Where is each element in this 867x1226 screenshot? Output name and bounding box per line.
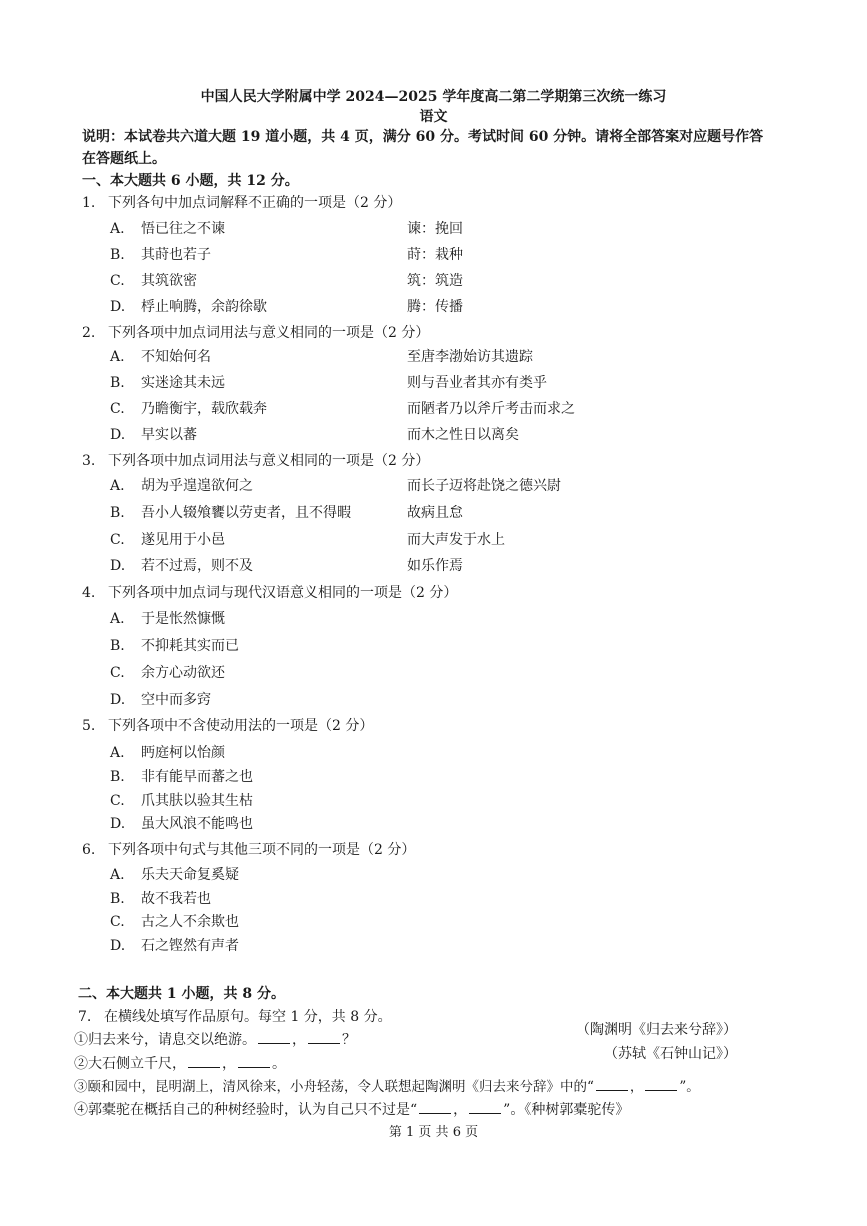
option-text: 故不我若也 (141, 891, 211, 907)
question-number: 5. (82, 718, 96, 734)
exam-title: 中国人民大学附属中学 2024—2025 学年度高二第二学期第三次统一练习 (200, 89, 667, 105)
option-text: 古之人不余欺也 (141, 914, 239, 930)
answer-blank[interactable] (419, 1101, 451, 1114)
option-label: C. (110, 665, 125, 681)
answer-blank[interactable] (238, 1055, 270, 1068)
option-note: 而陋者乃以斧斤考击而求之 (407, 401, 575, 417)
option-label: C. (110, 273, 125, 289)
fill-blank-text: ④郭橐驼在概括自己的种树经验时，认为自己只不过是“ (74, 1102, 418, 1118)
question-number: 1. (82, 195, 96, 211)
question-stem: 下列各句中加点词解释不正确的一项是（2 分） (108, 195, 402, 211)
fill-blank-line (74, 1055, 286, 1073)
option-note: 而木之性日以离矣 (407, 427, 519, 443)
answer-blank[interactable] (596, 1078, 628, 1091)
option-label: C. (110, 532, 125, 548)
option-text: 乃瞻衡宇，载欣载奔 (141, 401, 267, 417)
option-note: 而长子迈将赴饶之德兴尉 (407, 478, 561, 494)
option-label: C. (110, 914, 125, 930)
item-source: （苏轼《石钟山记》） (604, 1046, 737, 1062)
option-note: 故病且怠 (407, 505, 463, 521)
section1-heading: 一、本大题共 6 小题，共 12 分。 (82, 173, 299, 189)
blank-end: ”。 (679, 1079, 700, 1095)
blank-end: ？ (342, 1032, 356, 1048)
instruction-line-1: 说明：本试卷共六道大题 19 道小题，共 4 页，满分 60 分。考试时间 60 分钟。请将全部答案对应题号作答 (82, 129, 764, 145)
option-note: 筑：筑造 (407, 273, 463, 289)
question-stem: 在横线处填写作品原句。每空 1 分，共 8 分。 (104, 1009, 392, 1025)
option-label: B. (110, 505, 125, 521)
option-label: D. (110, 938, 126, 954)
question-number: 4. (82, 585, 96, 601)
option-note: 如乐作焉 (407, 558, 463, 574)
option-label: A. (110, 478, 125, 494)
option-note: 则与吾业者其亦有类乎 (407, 375, 547, 391)
question-number: 7. (78, 1009, 92, 1025)
subject-title: 语文 (419, 109, 448, 125)
option-text: 于是怅然慷慨 (141, 611, 225, 627)
option-note: 至唐李渤始访其遗踪 (407, 349, 533, 365)
option-label: D. (110, 692, 126, 708)
option-note: 谏：挽回 (407, 221, 463, 237)
item-source: （陶渊明《归去来兮辞》） (576, 1022, 737, 1038)
option-text: 悟已往之不谏 (141, 221, 225, 237)
option-label: A. (110, 221, 125, 237)
question-stem: 下列各项中句式与其他三项不同的一项是（2 分） (108, 842, 416, 858)
question-stem: 下列各项中加点词与现代汉语意义相同的一项是（2 分） (108, 585, 458, 601)
option-note: 而大声发于水上 (407, 532, 505, 548)
fill-blank-text: ②大石侧立千尺， (74, 1056, 186, 1072)
option-text: 非有能早而蕃之也 (141, 769, 253, 785)
option-text: 石之铿然有声者 (141, 938, 239, 954)
question-number: 2. (82, 325, 96, 341)
option-label: D. (110, 299, 126, 315)
option-text: 虽大风浪不能鸣也 (141, 816, 253, 832)
instruction-line-2: 在答题纸上。 (82, 151, 166, 167)
option-label: B. (110, 891, 125, 907)
option-note: 莳：栽种 (407, 247, 463, 263)
option-label: B. (110, 375, 125, 391)
fill-blank-line (74, 1078, 700, 1096)
option-text: 不知始何名 (141, 349, 211, 365)
option-note: 腾：传播 (407, 299, 463, 315)
answer-blank[interactable] (645, 1078, 677, 1091)
option-text: 不抑耗其实而已 (141, 638, 239, 654)
fill-blank-text: ①归去来兮，请息交以绝游。 (74, 1032, 256, 1048)
option-text: 吾小人辍飧饔以劳吏者，且不得暇 (141, 505, 351, 521)
question-number: 3. (82, 453, 96, 469)
option-label: B. (110, 247, 125, 263)
question-stem: 下列各项中加点词用法与意义相同的一项是（2 分） (108, 325, 430, 341)
option-label: A. (110, 867, 125, 883)
page-number: 第 1 页 共 6 页 (388, 1125, 479, 1140)
option-text: 桴止响腾，余韵徐歇 (141, 299, 267, 315)
blank-separator: ， (292, 1032, 306, 1048)
option-text: 爪其肤以验其生枯 (141, 793, 253, 809)
option-label: A. (110, 349, 125, 365)
option-text: 早实以蕃 (141, 427, 197, 443)
section2-heading: 二、本大题共 1 小题，共 8 分。 (78, 986, 285, 1002)
question-stem: 下列各项中不含使动用法的一项是（2 分） (108, 718, 374, 734)
option-label: A. (110, 745, 125, 761)
option-label: A. (110, 611, 125, 627)
option-text: 其筑欲密 (141, 273, 197, 289)
option-text: 其莳也若子 (141, 247, 211, 263)
option-label: C. (110, 401, 125, 417)
option-label: D. (110, 816, 126, 832)
answer-blank[interactable] (308, 1031, 340, 1044)
option-text: 空中而多窍 (141, 692, 211, 708)
blank-end: ”。《种树郭橐驼传》 (503, 1102, 630, 1118)
option-text: 实迷途其未远 (141, 375, 225, 391)
option-label: B. (110, 638, 125, 654)
question-stem: 下列各项中加点词用法与意义相同的一项是（2 分） (108, 453, 430, 469)
question-number: 6. (82, 842, 96, 858)
option-text: 乐夫天命复奚疑 (141, 867, 239, 883)
option-text: 眄庭柯以怡颜 (141, 745, 225, 761)
blank-end: 。 (272, 1056, 286, 1072)
fill-blank-line (74, 1101, 629, 1119)
option-text: 余方心动欲还 (141, 665, 225, 681)
blank-separator: ， (222, 1056, 236, 1072)
option-label: C. (110, 793, 125, 809)
answer-blank[interactable] (188, 1055, 220, 1068)
fill-blank-line (74, 1031, 356, 1049)
blank-separator: ， (629, 1079, 644, 1095)
blank-separator: ， (453, 1102, 468, 1118)
fill-blank-text: ③颐和园中，昆明湖上，清风徐来，小舟轻荡，令人联想起陶渊明《归去来兮辞》中的“ (74, 1079, 594, 1095)
answer-blank[interactable] (469, 1101, 501, 1114)
answer-blank[interactable] (258, 1031, 290, 1044)
option-label: D. (110, 427, 126, 443)
option-text: 胡为乎遑遑欲何之 (141, 478, 253, 494)
option-text: 遂见用于小邑 (141, 532, 225, 548)
option-text: 若不过焉，则不及 (141, 558, 253, 574)
option-label: B. (110, 769, 125, 785)
option-label: D. (110, 558, 126, 574)
